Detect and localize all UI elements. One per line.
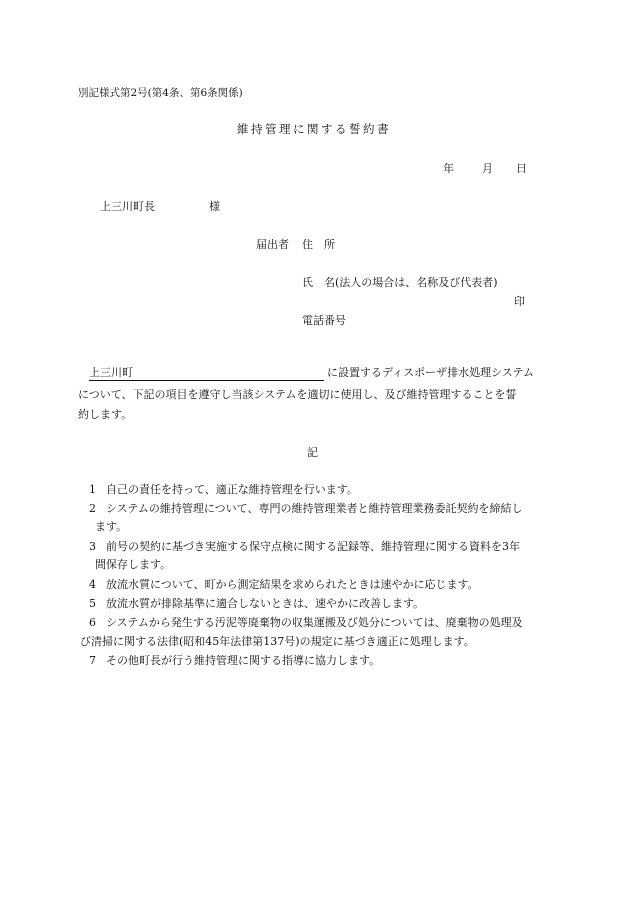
item-number: 1: [89, 483, 96, 496]
applicant-label: 届出者: [256, 238, 289, 251]
item-number: 4: [89, 578, 96, 591]
item-text: 放流水質が排除基準に適合しないときは、速やかに改善します。: [106, 597, 425, 610]
addressee-name: 上三川町長: [100, 200, 155, 213]
item-number: 7: [89, 654, 96, 667]
item-text: 自己の責任を持って、適正な維持管理を行います。: [106, 483, 358, 496]
item-number: 5: [89, 597, 96, 610]
pledge-text-line-3: 約します。: [78, 408, 133, 421]
date-day-label: 日: [516, 162, 527, 175]
item-text-continuation: 間保存します。: [95, 558, 172, 571]
installation-location-underline: [89, 380, 324, 381]
item-text: 放流水質について、町から測定結果を求められたときは速やかに応じます。: [106, 578, 479, 591]
pledge-text-line-2: について、下記の項目を遵守し当該システムを適切に使用し、及び維持管理することを誓: [78, 388, 517, 401]
item-number: 3: [89, 540, 96, 553]
document-title: 維持管理に関する誓約書: [237, 122, 391, 136]
form-reference: 別記様式第2号(第4条、第6条関係): [78, 87, 243, 99]
item-text: 前号の契約に基づき実施する保守点検に関する記録等、維持管理に関する資料を3年: [106, 540, 520, 553]
name-label: 氏 名(法人の場合は、名称及び代表者): [302, 276, 498, 289]
seal-label: 印: [514, 295, 525, 308]
phone-label: 電話番号: [302, 314, 346, 327]
date-year-label: 年: [443, 162, 454, 175]
item-text: その他町長が行う維持管理に関する指導に協力します。: [106, 654, 381, 667]
item-text-continuation: び清掃に関する法律(昭和45年法律第137号)の規定に基づき適正に処理します。: [80, 635, 475, 648]
ki-heading: 記: [307, 446, 318, 459]
address-label: 住 所: [302, 238, 335, 251]
item-text: システムから発生する汚泥等廃棄物の収集運搬及び処分については、廃棄物の処理及: [106, 616, 523, 629]
date-month-label: 月: [482, 162, 493, 175]
item-text-continuation: ます。: [95, 520, 128, 533]
pledge-town: 上三川町: [89, 366, 133, 379]
pledge-text-line-1: に設置するディスポーザ排水処理システム: [327, 366, 535, 379]
item-number: 6: [89, 616, 96, 629]
addressee-honorific: 様: [209, 200, 220, 213]
item-number: 2: [89, 502, 96, 515]
item-text: システムの維持管理について、専門の維持管理業者と維持管理業務委託契約を締結し: [106, 502, 523, 515]
